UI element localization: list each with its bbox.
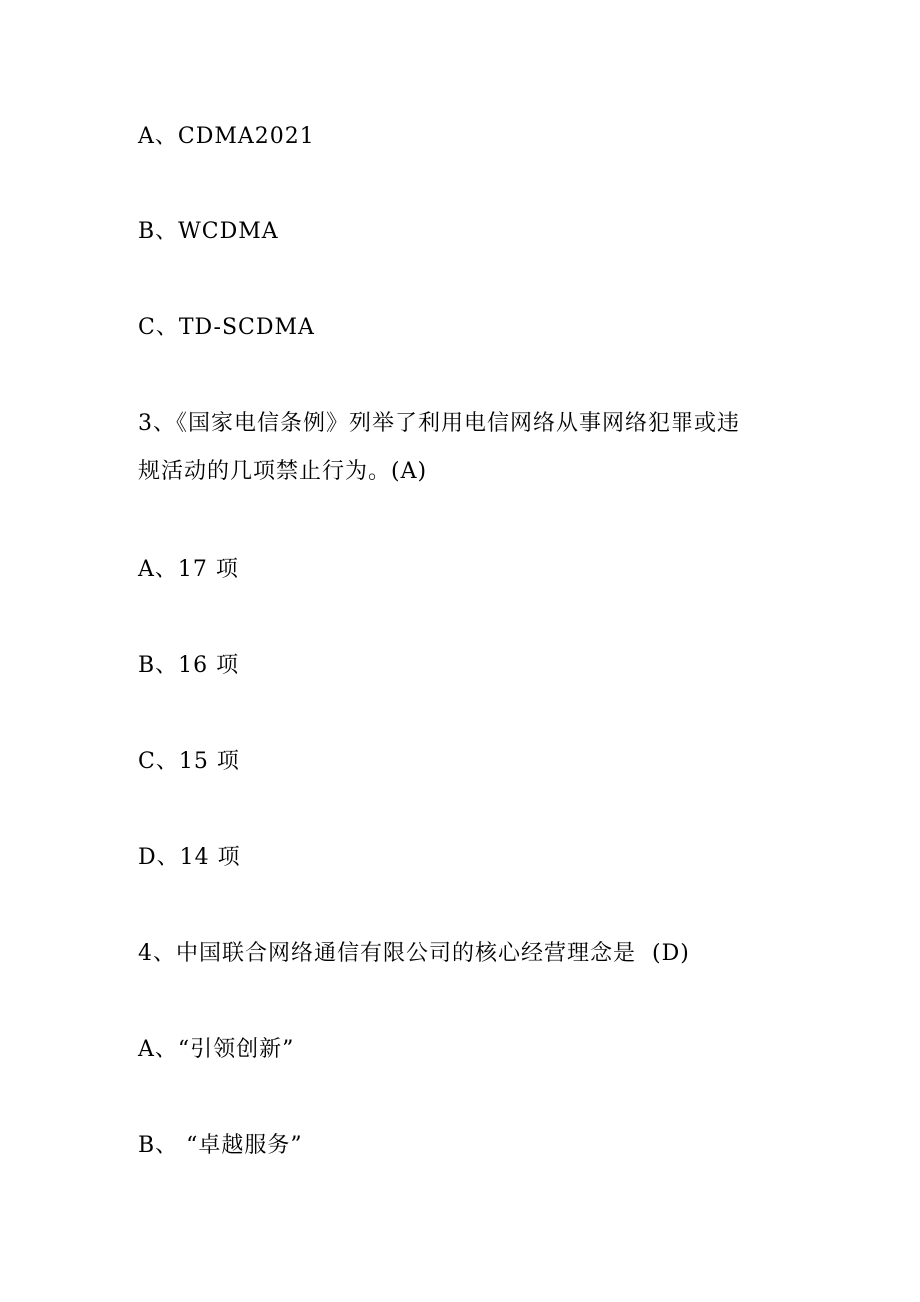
- option-c-line: C、TD-SCDMA: [138, 315, 315, 340]
- option-a-line: A、“引领创新”: [138, 1037, 295, 1062]
- option-b-line: B、 “卓越服务”: [138, 1133, 303, 1158]
- option-b-line: B、WCDMA: [138, 219, 279, 244]
- option-a-line: A、CDMA2021: [138, 124, 315, 149]
- question-3-line-2: 规活动的几项禁止行为。(A): [138, 459, 428, 484]
- option-d-line: D、14 项: [138, 845, 241, 870]
- question-4-line: 4、中国联合网络通信有限公司的核心经营理念是 (D): [138, 941, 690, 966]
- option-c-line: C、15 项: [138, 749, 240, 774]
- option-a-line: A、17 项: [138, 557, 239, 582]
- option-b-line: B、16 项: [138, 653, 240, 678]
- question-3-line-1: 3、《国家电信条例》列举了利用电信网络从事网络犯罪或违: [138, 411, 740, 436]
